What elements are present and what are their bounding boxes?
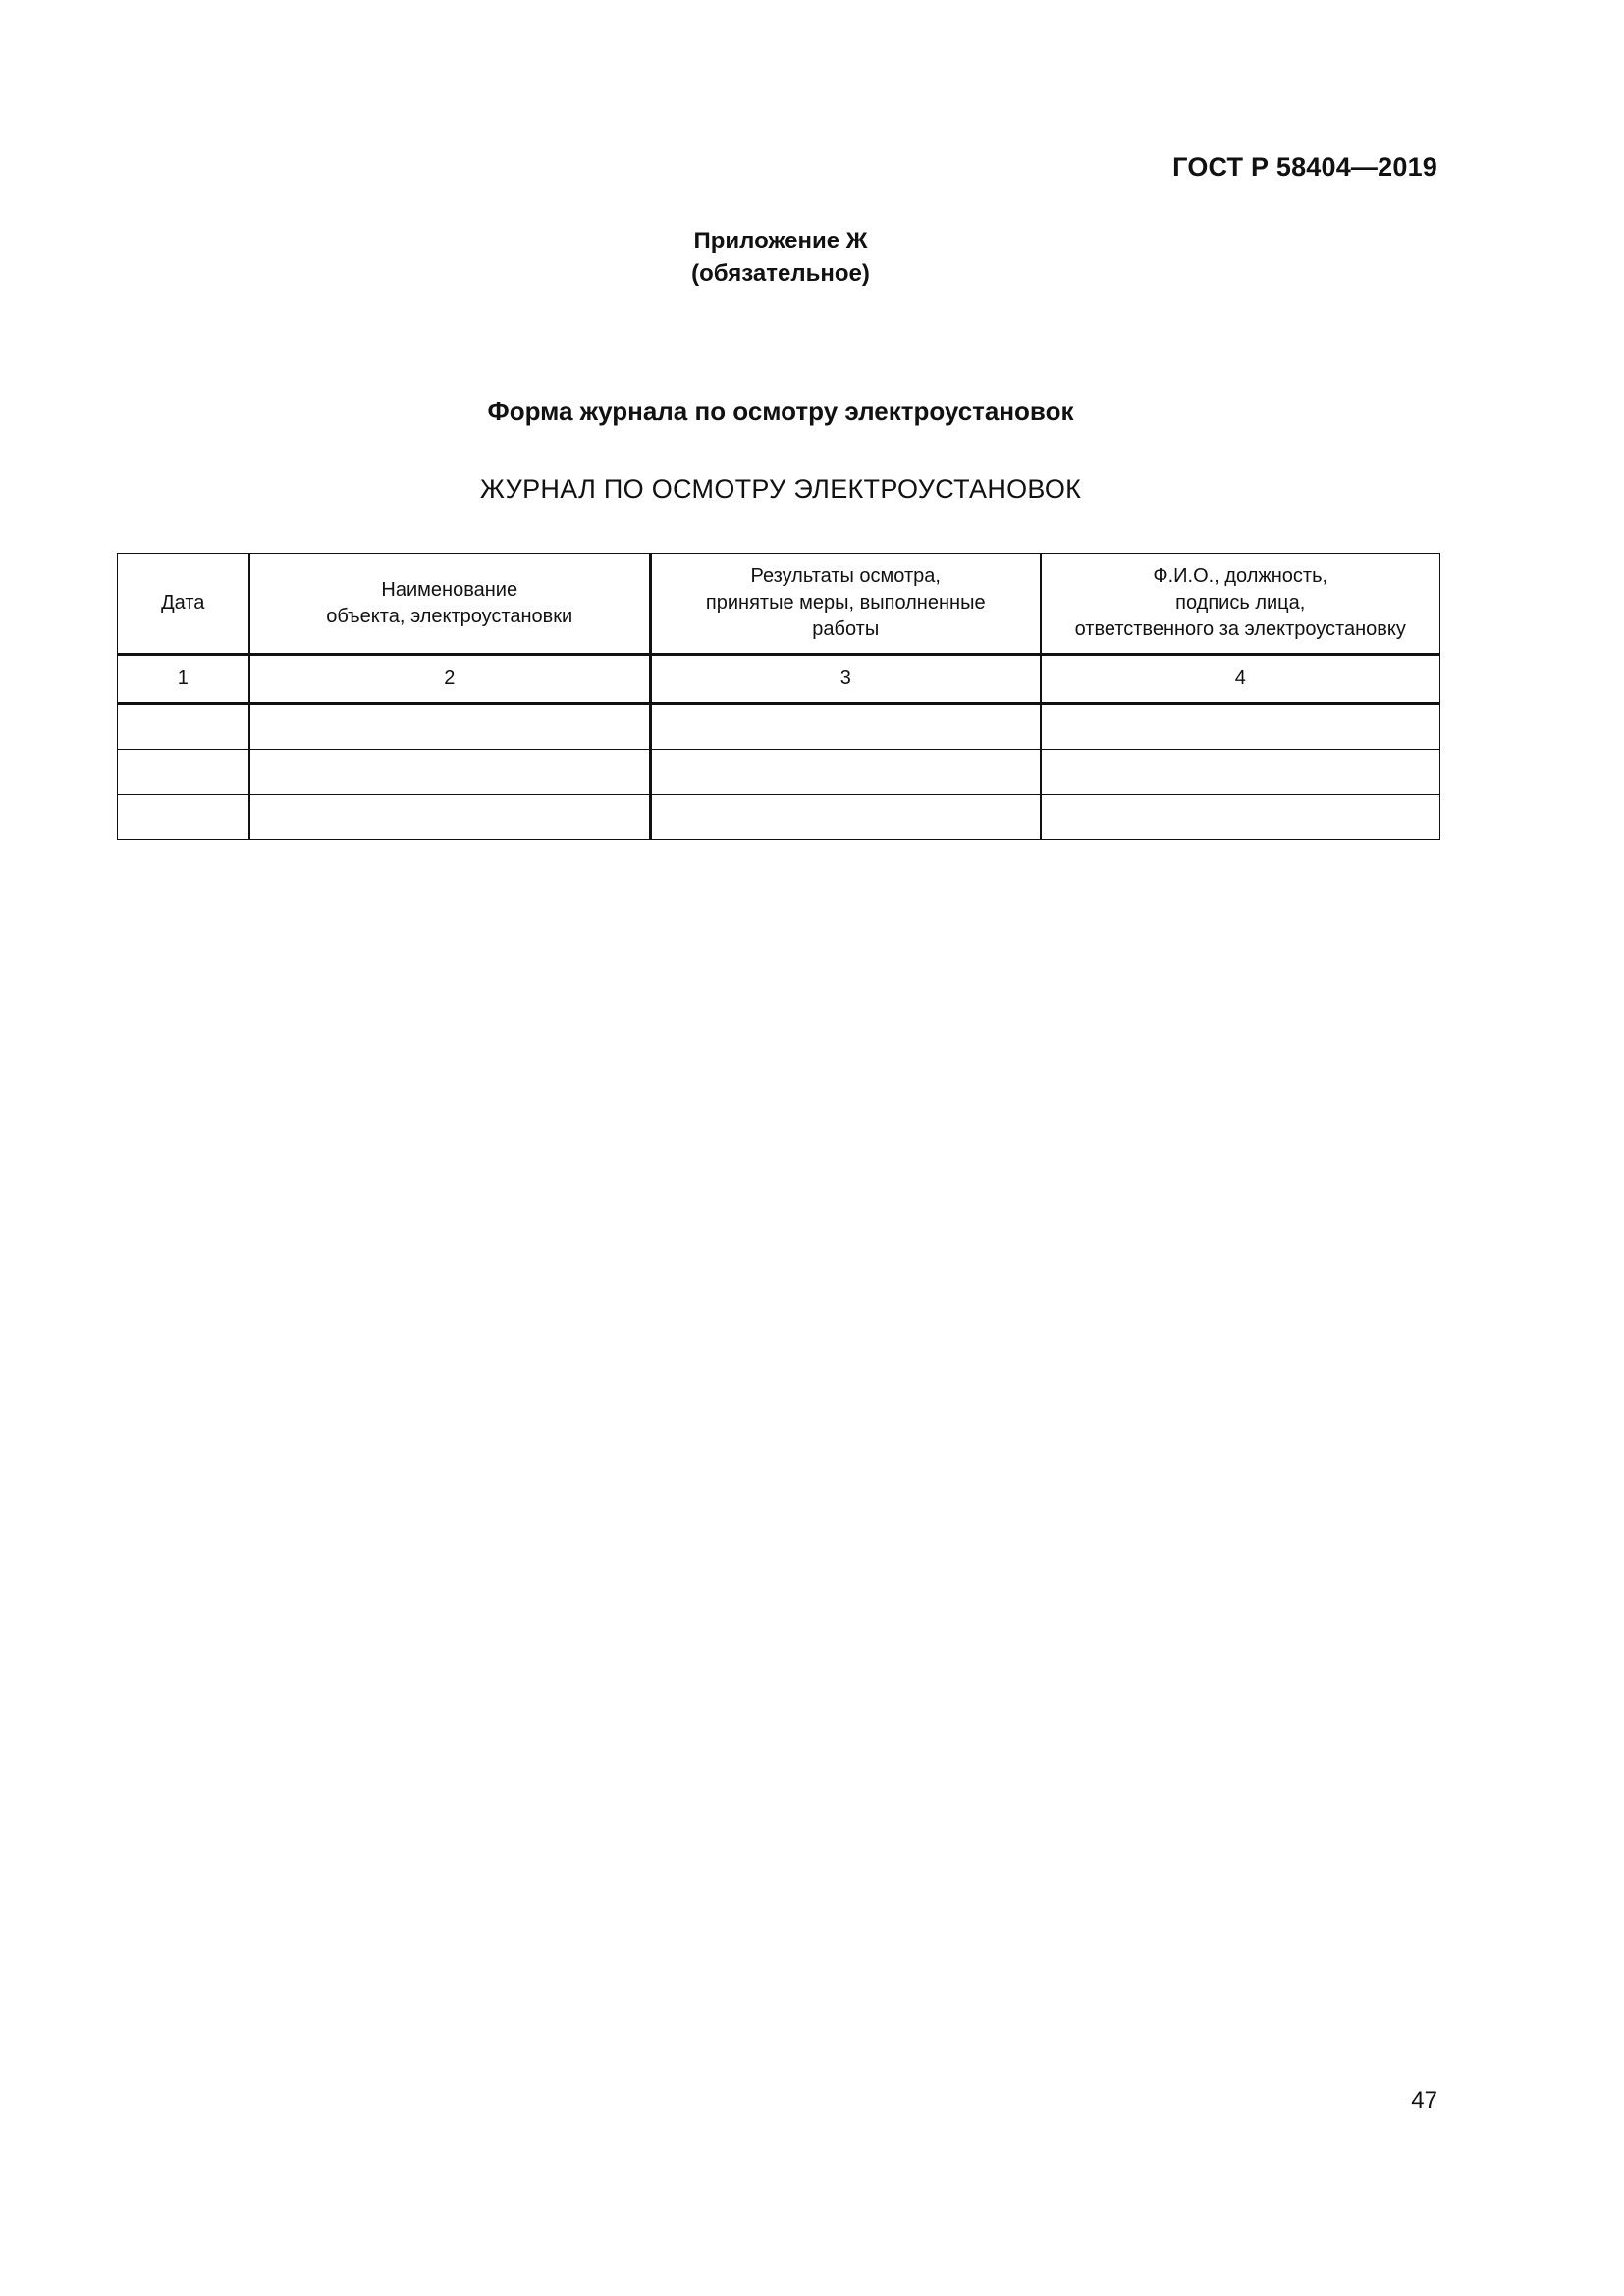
header-line: объекта, электроустановки bbox=[326, 605, 573, 627]
column-header-responsible-person bbox=[1041, 554, 1440, 655]
table-row bbox=[118, 750, 1440, 795]
header-line: принятые меры, выполненные bbox=[705, 592, 986, 614]
column-number: 4 bbox=[1041, 655, 1440, 704]
header-line: подпись лица, bbox=[1175, 592, 1306, 614]
table-cell bbox=[1041, 750, 1440, 795]
table-cell bbox=[651, 704, 1041, 750]
header-line: Наименование bbox=[381, 578, 518, 601]
table-row bbox=[118, 795, 1440, 840]
header-line: Дата bbox=[161, 592, 205, 614]
page-number: 47 bbox=[1411, 2087, 1437, 2113]
header-line: ответственного за электроустановку bbox=[1074, 618, 1406, 640]
section-title: Форма журнала по осмотру электроустановок bbox=[487, 397, 1074, 426]
table-cell bbox=[651, 795, 1041, 840]
table-cell bbox=[651, 750, 1041, 795]
column-header-inspection-results bbox=[651, 554, 1041, 655]
annex-title: Приложение Ж bbox=[693, 228, 868, 254]
column-number: 3 bbox=[651, 655, 1041, 704]
table-cell bbox=[118, 795, 249, 840]
table-row bbox=[118, 704, 1440, 750]
column-header-date bbox=[118, 554, 249, 655]
column-header-object-name bbox=[249, 554, 651, 655]
table-cell bbox=[249, 704, 651, 750]
table-cell bbox=[1041, 704, 1440, 750]
column-number: 1 bbox=[118, 655, 249, 704]
table-cell bbox=[249, 750, 651, 795]
table-cell bbox=[118, 750, 249, 795]
column-number-row bbox=[118, 655, 1440, 704]
header-line: Ф.И.О., должность, bbox=[1153, 565, 1328, 587]
annex-status: (обязательное) bbox=[691, 260, 870, 287]
table-cell bbox=[118, 704, 249, 750]
table-cell bbox=[249, 795, 651, 840]
document-code: ГОСТ Р 58404—2019 bbox=[1172, 152, 1437, 182]
table-header-row bbox=[118, 554, 1440, 655]
journal-table bbox=[117, 553, 1440, 840]
column-number: 2 bbox=[249, 655, 651, 704]
table-cell bbox=[1041, 795, 1440, 840]
journal-title: ЖУРНАЛ ПО ОСМОТРУ ЭЛЕКТРОУСТАНОВОК bbox=[479, 474, 1082, 504]
header-line: работы bbox=[812, 618, 880, 640]
header-line: Результаты осмотра, bbox=[750, 565, 941, 587]
